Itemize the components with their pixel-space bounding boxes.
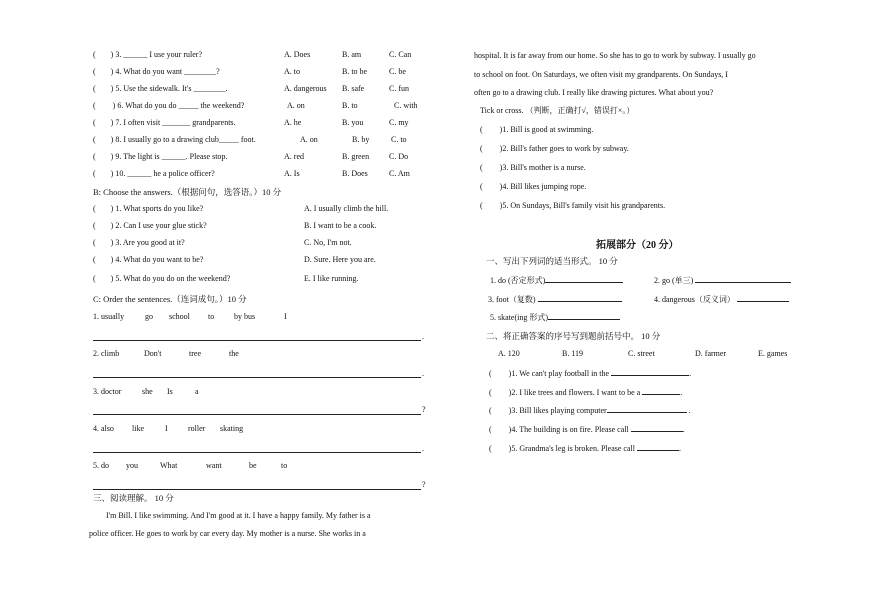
answer-blank[interactable] — [545, 275, 623, 283]
match-answer: B. I want to be a cook. — [304, 221, 377, 230]
option-a: A. on — [287, 101, 305, 110]
option-b: B. green — [342, 152, 370, 161]
answer-blank[interactable] — [631, 424, 683, 432]
option-b: B. you — [342, 118, 364, 127]
mc-item: ( ) 10. ______ he a police officer? — [93, 169, 215, 178]
mc-item: ( ) 4. What do you want ________? — [93, 67, 220, 76]
option: C. street — [628, 349, 655, 358]
option: E. games — [758, 349, 788, 358]
option-b: B. Does — [342, 169, 368, 178]
option-b: B. am — [342, 50, 362, 59]
mc-item: ( ) 6. What do you do _____ the weekend? — [93, 101, 245, 110]
answer-line[interactable] — [93, 340, 421, 341]
match-item: ( ) 3. Are you good at it? — [93, 238, 185, 247]
option-a: A. Is — [284, 169, 300, 178]
answer-line[interactable] — [93, 452, 421, 453]
reading-instruction: Tick or cross. （判断，正确打√，错误打×。） — [480, 106, 635, 115]
option: B. 119 — [562, 349, 584, 358]
reading-line: to school on foot. On Saturdays, we often visit my grandparents. On Sundays, I — [474, 70, 728, 79]
form-item: 1. do (否定形式) — [490, 275, 623, 286]
form-item: 3. foot（复数) — [488, 294, 622, 305]
part2-title: 二、将正确答案的序号写到题前括号中。 10 分 — [486, 331, 661, 341]
reading-line: I'm Bill. I like swimming. And I'm good at it. I have a happy family. My father is a — [106, 511, 371, 520]
answer-blank[interactable] — [538, 294, 622, 302]
option-a: A. to — [284, 67, 300, 76]
tf-item: ( )2. Bill's father goes to work by subway. — [480, 144, 629, 153]
tf-item: ( )1. Bill is good at swimming. — [480, 125, 594, 134]
option-b: B. safe — [342, 84, 365, 93]
match-item: ( ) 4. What do you want to be? — [93, 255, 204, 264]
option-c: C. Can — [389, 50, 412, 59]
mc-item: ( ) 8. I usually go to a drawing club_____ foot. — [93, 135, 256, 144]
match-answer: A. I usually climb the hill. — [304, 204, 389, 213]
answer-blank[interactable] — [737, 294, 789, 302]
match-item: ( ) 1. What sports do you like? — [93, 204, 204, 213]
extension-title: 拓展部分（20 分） — [596, 240, 679, 251]
option-a: A. Does — [284, 50, 311, 59]
match-item: ( ) 2. Can I use your glue stick? — [93, 221, 207, 230]
option-a: A. he — [284, 118, 302, 127]
option-c: C. to — [391, 135, 407, 144]
form-item: 4. dangerous（反义词） — [654, 294, 789, 305]
option-a: A. on — [300, 135, 318, 144]
reading-line: often go to a drawing club. I really like drawing pictures. What about you? — [474, 88, 714, 97]
answer-line[interactable] — [93, 414, 421, 415]
answer-blank[interactable] — [637, 443, 679, 451]
fill-item: ( )4. The building is on fire. Please call . — [489, 425, 685, 434]
match-answer: C. No, I'm not. — [304, 238, 352, 247]
match-answer: E. I like running. — [304, 274, 359, 283]
fill-item: ( )5. Grandma's leg is broken. Please call . — [489, 444, 681, 453]
answer-blank[interactable] — [611, 368, 689, 376]
answer-blank[interactable] — [607, 405, 687, 413]
mc-item: ( ) 9. The light is ______. Please stop. — [93, 152, 228, 161]
option-a: A. red — [284, 152, 304, 161]
tf-item: ( )4. Bill likes jumping rope. — [480, 182, 587, 191]
match-item: ( ) 5. What do you do on the weekend? — [93, 274, 231, 283]
option-c: C. be — [389, 67, 406, 76]
option-a: A. dangerous — [284, 84, 327, 93]
answer-line[interactable] — [93, 377, 421, 378]
option: A. 120 — [498, 349, 520, 358]
option-c: C. fun — [389, 84, 409, 93]
answer-blank[interactable] — [642, 387, 680, 395]
option-c: C. with — [394, 101, 418, 110]
tf-item: ( )5. On Sundays, Bill's family visit his grandparents. — [480, 201, 666, 210]
section-b-title: B: Choose the answers.（根据问句，选答语。）10 分 — [93, 187, 282, 197]
reading-line: hospital. It is far away from our home. So she has to go to work by subway. I usually go — [474, 51, 756, 60]
option-b: B. to be — [342, 67, 368, 76]
option-b: B. to — [342, 101, 358, 110]
form-item: 5. skate(ing 形式) — [490, 312, 620, 323]
option-c: C. Am — [389, 169, 410, 178]
answer-blank[interactable] — [695, 275, 791, 283]
mc-item: ( ) 3. ______ I use your ruler? — [93, 50, 202, 59]
fill-item: ( )3. Bill likes playing computer . — [489, 406, 691, 415]
answer-blank[interactable] — [548, 312, 620, 320]
part1-title: 一、写出下列词的适当形式。 10 分 — [486, 256, 618, 266]
reading-title: 三、阅读理解。 10 分 — [93, 493, 174, 503]
option: D. farmer — [695, 349, 727, 358]
option-b: B. by — [352, 135, 370, 144]
form-item: 2. go (单三) — [654, 275, 791, 286]
mc-item: ( ) 5. Use the sidewalk. It's ________. — [93, 84, 228, 93]
mc-item: ( ) 7. I often visit _______ grandparents. — [93, 118, 236, 127]
fill-item: ( )2. I like trees and flowers. I want to be a . — [489, 388, 683, 397]
answer-line[interactable] — [93, 489, 421, 490]
tf-item: ( )3. Bill's mother is a nurse. — [480, 163, 586, 172]
section-c-title: C: Order the sentences.（连词成句。）10 分 — [93, 294, 247, 304]
option-c: C. Do — [389, 152, 409, 161]
reading-line: police officer. He goes to work by car every day. My mother is a nurse. She works in a — [89, 529, 366, 538]
fill-item: ( )1. We can't play football in the . — [489, 369, 692, 378]
match-answer: D. Sure. Here you are. — [304, 255, 376, 264]
option-c: C. my — [389, 118, 409, 127]
